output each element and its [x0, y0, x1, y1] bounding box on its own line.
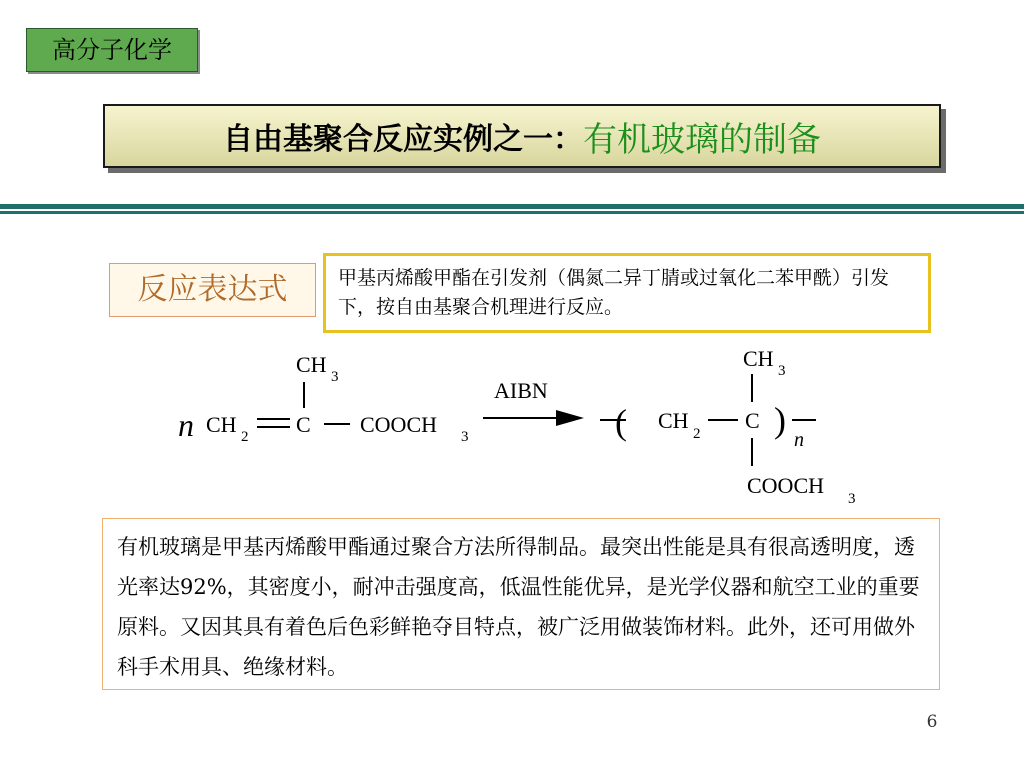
reactant-ch2-sub: 2: [241, 429, 249, 445]
reactant-ch2: CH: [206, 412, 237, 437]
course-badge: 高分子化学: [26, 28, 198, 72]
product-ch2-sub: 2: [693, 426, 701, 442]
coefficient-n: n: [178, 407, 194, 443]
divider-line-top: [0, 204, 1024, 209]
title-part2: 有机玻璃的制备: [583, 119, 821, 160]
description-text: 有机玻璃是甲基丙烯酸甲酯通过聚合方法所得制品。最突出性能是具有很高透明度，透光率达92%，其密度小，耐冲击强度高，低温性能优异，是光学仪器和航空工业的重要原料。又因其具有着色后色彩鲜艳夺目特点，被广泛用做装饰材料。此外，还可用做外科手术用具、绝缘材料。: [102, 518, 940, 690]
product-c: C: [745, 408, 760, 433]
product-methyl: CH: [743, 346, 774, 371]
reaction-label: 反应表达式: [109, 263, 316, 317]
reactant-methyl: CH: [296, 352, 327, 377]
product-ch2: CH: [658, 408, 689, 433]
reaction-arrow-head: [556, 410, 584, 426]
page-number: 6: [926, 712, 938, 732]
slide-title: [103, 104, 941, 168]
product-ester-sub: 3: [848, 491, 856, 507]
reactant-methyl-sub: 3: [331, 369, 339, 385]
catalyst-label: AIBN: [494, 378, 548, 403]
reactant-ester: COOCH: [360, 412, 438, 437]
title-part1: 自由基聚合反应实例之一：: [223, 122, 583, 157]
product-methyl-sub: 3: [778, 363, 786, 379]
divider-line-bottom: [0, 211, 1024, 214]
right-paren-icon: ): [774, 400, 786, 440]
reaction-equation: [160, 338, 880, 508]
reactant-c: C: [296, 412, 311, 437]
product-ester: COOCH: [747, 473, 825, 498]
left-paren-icon: (: [615, 402, 627, 442]
initiator-note: 甲基丙烯酸甲酯在引发剂（偶氮二异丁腈或过氧化二苯甲酰）引发下，按自由基聚合机理进行反应。: [323, 253, 931, 333]
product-n: n: [794, 429, 804, 451]
reactant-ester-sub: 3: [461, 429, 469, 445]
